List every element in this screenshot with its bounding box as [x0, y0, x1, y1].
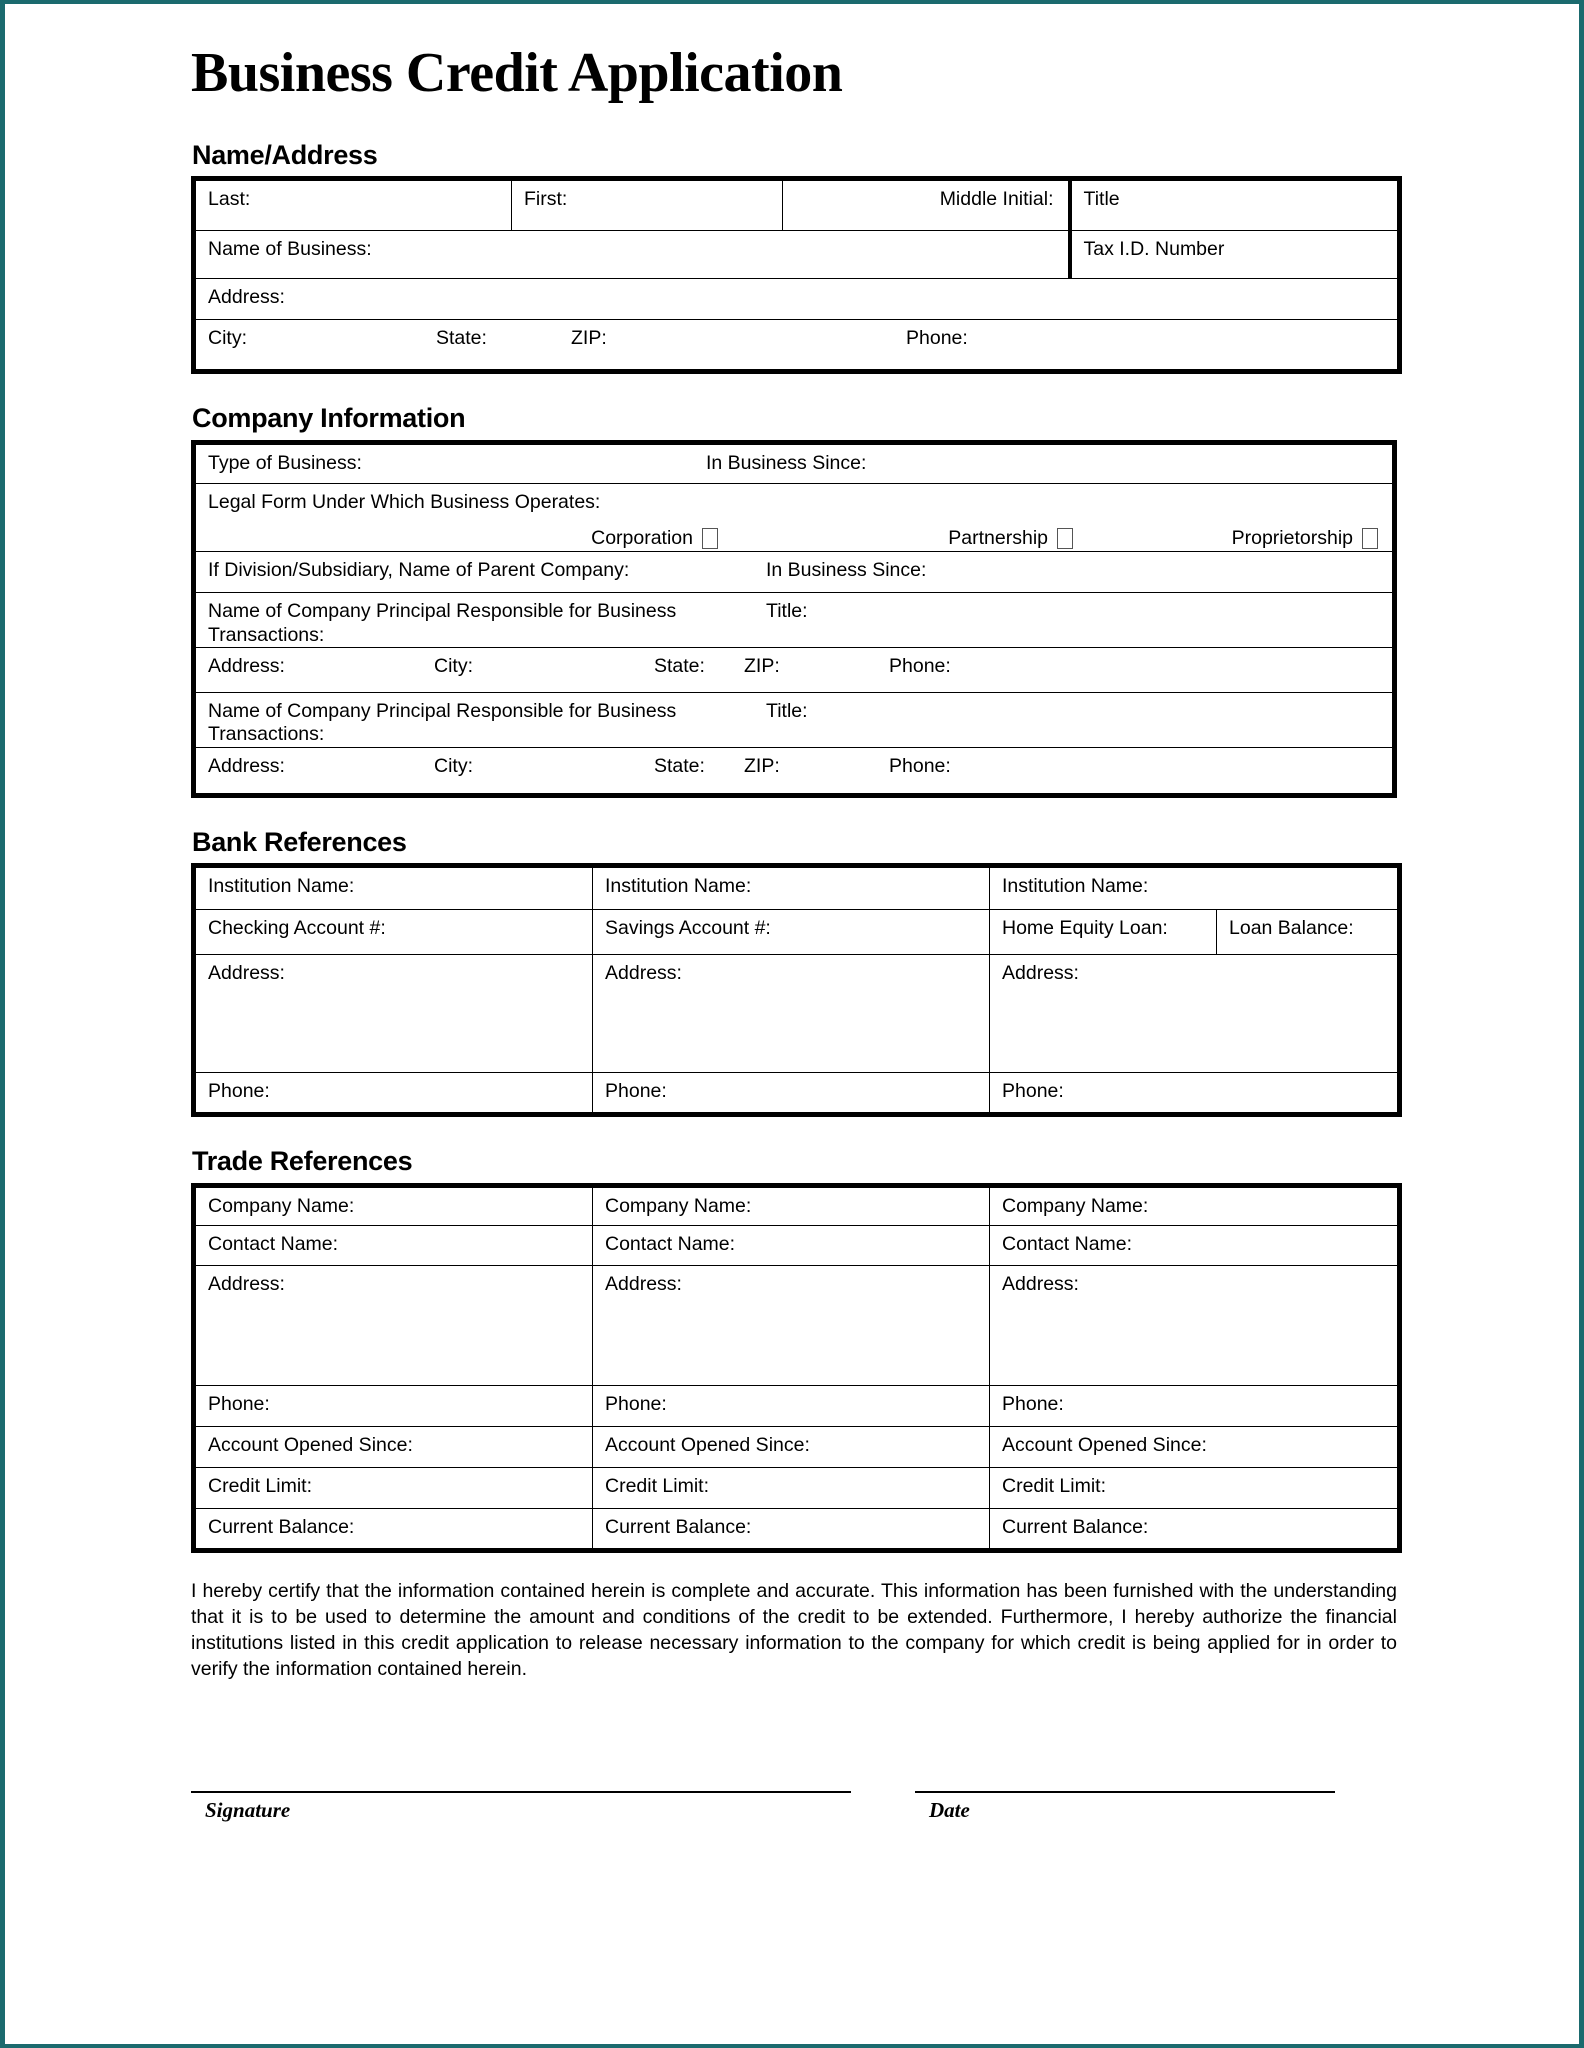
trade-phone-2-label: Phone: [605, 1393, 667, 1416]
field-label-zip: ZIP: [571, 327, 607, 350]
bank-address-2[interactable] [593, 955, 990, 1073]
checkbox-partnership-icon[interactable] [1057, 528, 1073, 549]
field-principal-2-address[interactable] [194, 747, 1395, 795]
field-name-of-business[interactable] [194, 231, 1070, 279]
city-state-zip-phone-row [196, 327, 1397, 350]
trade-current-balance-3[interactable] [990, 1509, 1400, 1551]
date-rule [915, 1791, 1335, 1793]
document-sheet [5, 4, 1579, 2044]
field-principal-1-address[interactable] [194, 647, 1395, 692]
trade-contact-name-1[interactable] [194, 1226, 593, 1266]
field-label-last: Last: [208, 188, 251, 211]
field-title[interactable] [1070, 179, 1400, 231]
trade-address-2[interactable] [593, 1266, 990, 1386]
field-label-legal-form: Legal Form Under Which Business Operates: [208, 491, 601, 514]
bank-address-3[interactable] [990, 955, 1400, 1073]
section-heading-company-information: Company Information [192, 403, 466, 434]
table-row [194, 179, 1400, 231]
parent-company-row [196, 559, 1392, 582]
table-row [194, 866, 1400, 910]
trade-contact-name-3[interactable] [990, 1226, 1400, 1266]
trade-phone-1[interactable] [194, 1386, 593, 1427]
field-label-tax-id-number: Tax I.D. Number [1083, 238, 1225, 261]
bank-institution-name-1[interactable] [194, 866, 593, 910]
principal-1-row [196, 600, 1392, 647]
choice-proprietorship[interactable] [1073, 527, 1378, 550]
table-row [194, 1427, 1400, 1468]
field-first[interactable] [512, 179, 783, 231]
trade-address-2-label: Address: [605, 1273, 682, 1296]
field-address[interactable] [194, 279, 1400, 320]
signature-field[interactable] [191, 1791, 851, 1823]
trade-account-opened-3[interactable] [990, 1427, 1400, 1468]
field-label-principal-2-phone: Phone: [889, 754, 951, 777]
trade-phone-3-label: Phone: [1002, 1393, 1064, 1416]
field-label-principal-1-title: Title: [766, 600, 808, 623]
field-label-parent-company: If Division/Subsidiary, Name of Parent Company: [208, 559, 630, 582]
field-legal-form[interactable] [194, 484, 1395, 552]
name-address-table [191, 176, 1402, 374]
trade-address-1-label: Address: [208, 1273, 285, 1296]
bank-address-3-label: Address: [1002, 962, 1079, 985]
field-city-state-zip-phone[interactable] [194, 320, 1400, 372]
trade-phone-3[interactable] [990, 1386, 1400, 1427]
section-heading-bank-references: Bank References [192, 826, 407, 857]
field-label-principal-1-address: Address: [208, 654, 285, 677]
table-row [194, 279, 1400, 320]
trade-company-name-2-label: Company Name: [605, 1195, 752, 1218]
trade-credit-limit-3-label: Credit Limit: [1002, 1475, 1107, 1498]
trade-account-opened-2-label: Account Opened Since: [605, 1434, 810, 1457]
field-type-of-business[interactable] [194, 443, 1395, 484]
checkbox-proprietorship-icon[interactable] [1362, 528, 1378, 549]
field-label-principal-1: Name of Company Principal Responsible for Business Transactions: [208, 600, 677, 646]
table-row [194, 1468, 1400, 1509]
signature-rule [191, 1791, 851, 1793]
field-parent-company[interactable] [194, 552, 1395, 593]
certification-paragraph: I hereby certify that the information contained herein is complete and accurate. This information has been furnished with the understanding that it is to be used to determine the amount and conditions of the credit to be extended. Furthermore, I hereby authorize the financial institutions listed in this credit application to release necessary information to the company for which credit is being applied for in order to verify the information contained herein. [191, 1580, 1397, 1680]
table-row [194, 955, 1400, 1073]
bank-savings-account[interactable] [593, 910, 990, 955]
field-middle-initial[interactable] [783, 179, 1070, 231]
field-label-city: City: [208, 327, 247, 350]
table-row [194, 647, 1395, 692]
date-label: Date [929, 1797, 970, 1822]
trade-account-opened-1[interactable] [194, 1427, 593, 1468]
checkbox-corporation-icon[interactable] [702, 528, 718, 549]
bank-phone-2-label: Phone: [605, 1080, 667, 1103]
field-label-name-of-business: Name of Business: [208, 238, 372, 261]
company-information-table [191, 440, 1397, 798]
trade-company-name-1-label: Company Name: [208, 1195, 355, 1218]
field-principal-1[interactable] [194, 593, 1395, 648]
legal-form-choices [208, 527, 1392, 550]
trade-credit-limit-1[interactable] [194, 1468, 593, 1509]
principal-2-address-row [196, 755, 1392, 778]
trade-account-opened-2[interactable] [593, 1427, 990, 1468]
trade-contact-name-3-label: Contact Name: [1002, 1233, 1133, 1256]
trade-company-name-3-label: Company Name: [1002, 1195, 1149, 1218]
bank-home-equity-loan[interactable] [990, 910, 1217, 955]
trade-company-name-3[interactable] [990, 1186, 1400, 1226]
field-label-principal-2-address: Address: [208, 754, 285, 777]
table-row [194, 692, 1395, 747]
signature-spacer [851, 1791, 915, 1823]
field-label-principal-2-city: City: [434, 754, 473, 777]
field-label-first: First: [524, 188, 568, 211]
table-row [194, 1266, 1400, 1386]
type-of-business-row [196, 452, 1392, 475]
bank-checking-account[interactable] [194, 910, 593, 955]
bank-home-equity-loan-label: Home Equity Loan: [1002, 917, 1168, 940]
table-row [194, 443, 1395, 484]
principal-2-row [196, 700, 1392, 747]
table-row [194, 1509, 1400, 1551]
field-label-address: Address: [208, 286, 285, 309]
table-row [194, 1226, 1400, 1266]
choice-label-partnership: Partnership [948, 526, 1048, 549]
trade-current-balance-3-label: Current Balance: [1002, 1516, 1149, 1539]
trade-current-balance-1[interactable] [194, 1509, 593, 1551]
field-label-principal-1-city: City: [434, 654, 473, 677]
choice-partnership[interactable] [718, 527, 1073, 550]
trade-credit-limit-1-label: Credit Limit: [208, 1475, 313, 1498]
page-title: Business Credit Application [191, 42, 843, 104]
field-tax-id-number[interactable] [1070, 231, 1400, 279]
table-row [194, 593, 1395, 648]
table-row [194, 1386, 1400, 1427]
bank-references-table [191, 863, 1402, 1117]
field-label-middle-initial: Middle Initial: [939, 188, 1054, 211]
trade-credit-limit-3[interactable] [990, 1468, 1400, 1509]
field-label-principal-1-state: State: [654, 654, 705, 677]
trade-credit-limit-2-label: Credit Limit: [605, 1475, 710, 1498]
trade-phone-1-label: Phone: [208, 1393, 270, 1416]
table-row [194, 231, 1400, 279]
table-row [194, 1073, 1400, 1115]
field-last[interactable] [194, 179, 512, 231]
bank-address-1-label: Address: [208, 962, 285, 985]
trade-contact-name-2[interactable] [593, 1226, 990, 1266]
table-row [194, 484, 1395, 552]
trade-current-balance-2-label: Current Balance: [605, 1516, 752, 1539]
trade-contact-name-1-label: Contact Name: [208, 1233, 339, 1256]
bank-phone-3-label: Phone: [1002, 1080, 1064, 1103]
bank-checking-account-label: Checking Account #: [208, 917, 386, 940]
trade-company-name-2[interactable] [593, 1186, 990, 1226]
field-label-principal-2-zip: ZIP: [744, 754, 780, 777]
bank-loan-balance[interactable] [1217, 910, 1400, 955]
trade-current-balance-2[interactable] [593, 1509, 990, 1551]
field-label-in-business-since: In Business Since: [706, 452, 867, 475]
field-label-principal-1-zip: ZIP: [744, 654, 780, 677]
date-field[interactable] [915, 1791, 1335, 1823]
section-heading-trade-references: Trade References [192, 1146, 413, 1177]
trade-references-table [191, 1183, 1402, 1553]
table-row [194, 320, 1400, 372]
field-label-parent-in-business-since: In Business Since: [766, 559, 927, 582]
table-row [194, 552, 1395, 593]
trade-address-3-label: Address: [1002, 1273, 1079, 1296]
bank-institution-name-3[interactable] [990, 866, 1400, 910]
choice-label-proprietorship: Proprietorship [1231, 526, 1353, 549]
trade-address-1[interactable] [194, 1266, 593, 1386]
trade-current-balance-1-label: Current Balance: [208, 1516, 355, 1539]
trade-account-opened-3-label: Account Opened Since: [1002, 1434, 1207, 1457]
section-heading-name-address: Name/Address [192, 139, 378, 170]
trade-contact-name-2-label: Contact Name: [605, 1233, 736, 1256]
trade-account-opened-1-label: Account Opened Since: [208, 1434, 413, 1457]
field-label-principal-1-phone: Phone: [889, 654, 951, 677]
field-label-type-of-business: Type of Business: [208, 452, 362, 475]
bank-institution-name-1-label: Institution Name: [208, 875, 355, 898]
field-label-principal-2: Name of Company Principal Responsible for Business Transactions: [208, 699, 677, 746]
bank-phone-1-label: Phone: [208, 1080, 270, 1103]
choice-label-corporation: Corporation [591, 526, 693, 549]
bank-address-1[interactable] [194, 955, 593, 1073]
trade-phone-2[interactable] [593, 1386, 990, 1427]
bank-institution-name-2-label: Institution Name: [605, 875, 752, 898]
bank-phone-3[interactable] [990, 1073, 1400, 1115]
field-label-title: Title [1083, 188, 1120, 211]
table-row [194, 747, 1395, 795]
signature-block [191, 1791, 1397, 1823]
signature-label: Signature [205, 1797, 291, 1822]
field-label-phone: Phone: [906, 327, 968, 350]
field-label-principal-2-title: Title: [766, 699, 808, 722]
bank-phone-2[interactable] [593, 1073, 990, 1115]
bank-address-2-label: Address: [605, 962, 682, 985]
bank-phone-1[interactable] [194, 1073, 593, 1115]
bank-savings-account-label: Savings Account #: [605, 917, 771, 940]
principal-1-address-row [196, 655, 1392, 678]
field-principal-2[interactable] [194, 692, 1395, 747]
trade-credit-limit-2[interactable] [593, 1468, 990, 1509]
bank-institution-name-3-label: Institution Name: [1002, 875, 1149, 898]
bank-loan-balance-label: Loan Balance: [1229, 917, 1354, 940]
field-label-state: State: [436, 327, 487, 350]
table-row [194, 910, 1400, 955]
table-row [194, 1186, 1400, 1226]
field-label-principal-2-state: State: [654, 754, 705, 777]
trade-address-3[interactable] [990, 1266, 1400, 1386]
choice-corporation[interactable] [208, 527, 718, 550]
trade-company-name-1[interactable] [194, 1186, 593, 1226]
bank-institution-name-2[interactable] [593, 866, 990, 910]
